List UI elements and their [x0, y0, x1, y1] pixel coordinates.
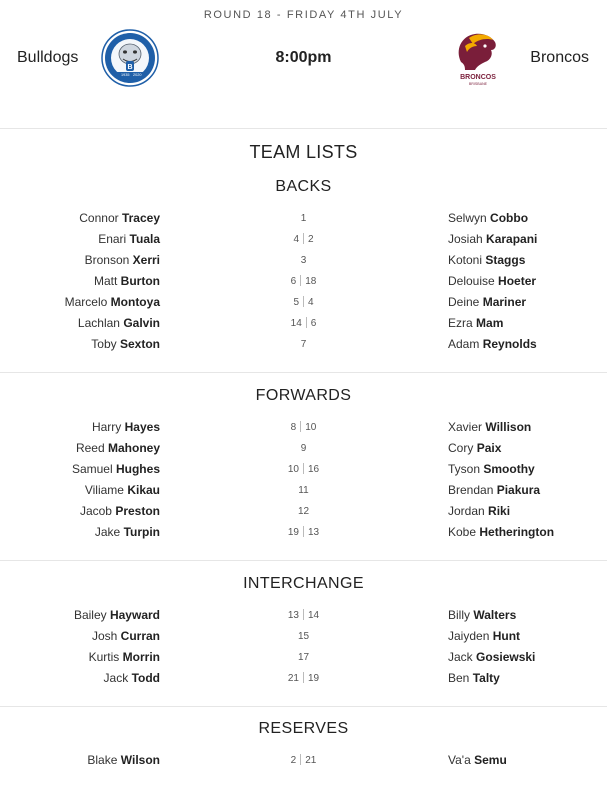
player-row	[0, 501, 607, 522]
home-player-first-name: Jack	[103, 671, 129, 685]
home-player-last-name: Kikau	[127, 483, 160, 497]
player-row	[0, 750, 607, 771]
away-player-first-name: Brendan	[448, 483, 494, 497]
away-player-first-name: Kobe	[448, 525, 477, 539]
svg-text:1935: 1935	[121, 73, 130, 77]
home-player-first-name: Bronson	[84, 253, 130, 267]
player-row	[0, 522, 607, 543]
away-player-last-name: Reynolds	[482, 337, 537, 351]
away-player-first-name: Delouise	[448, 274, 495, 288]
away-player-first-name: Adam	[448, 337, 480, 351]
away-player-last-name: Gosiewski	[476, 650, 536, 664]
away-jersey-number: 6	[310, 318, 317, 329]
away-player-last-name: Staggs	[485, 253, 526, 267]
away-player[interactable]	[448, 292, 526, 313]
home-jersey-number: 1	[300, 213, 307, 224]
away-player-last-name: Mam	[476, 316, 504, 330]
home-jersey-number: 8	[290, 422, 297, 433]
away-player-first-name: Ezra	[448, 316, 473, 330]
jersey-numbers	[0, 438, 607, 459]
home-player-last-name: Curran	[120, 629, 160, 643]
player-row	[0, 271, 607, 292]
away-player[interactable]	[448, 647, 535, 668]
away-player-first-name: Jaiyden	[448, 629, 490, 643]
away-player-last-name: Willison	[485, 420, 532, 434]
home-jersey-number: 10	[287, 464, 299, 475]
away-player[interactable]	[448, 668, 500, 689]
player-row	[0, 334, 607, 355]
player-row	[0, 313, 607, 334]
away-player[interactable]	[448, 334, 537, 355]
away-player-first-name: Josiah	[448, 232, 483, 246]
home-jersey-number: 19	[287, 527, 299, 538]
home-player-last-name: Morrin	[122, 650, 160, 664]
home-player-first-name: Jake	[94, 525, 121, 539]
home-player-last-name: Hayes	[124, 420, 160, 434]
home-player-last-name: Tuala	[129, 232, 160, 246]
section-divider	[0, 560, 607, 561]
player-row	[0, 668, 607, 689]
jersey-numbers	[0, 313, 607, 334]
jersey-numbers	[0, 668, 607, 689]
away-player[interactable]	[448, 605, 516, 626]
svg-text:2020: 2020	[133, 73, 142, 77]
away-player-last-name: Piakura	[496, 483, 541, 497]
number-separator	[303, 609, 304, 620]
player-row	[0, 417, 607, 438]
number-separator	[303, 296, 304, 307]
number-separator	[303, 672, 304, 683]
home-jersey-number: 2	[290, 755, 297, 766]
home-player-first-name: Jacob	[79, 504, 112, 518]
player-row	[0, 229, 607, 250]
away-player[interactable]	[448, 459, 535, 480]
away-player-first-name: Ben	[448, 671, 470, 685]
section-divider	[0, 372, 607, 373]
number-separator	[303, 233, 304, 244]
away-jersey-number: 13	[308, 527, 320, 538]
away-player[interactable]	[448, 417, 531, 438]
broncos-logo[interactable]	[447, 28, 509, 90]
home-player-last-name: Hayward	[109, 608, 160, 622]
home-player-last-name: Tracey	[121, 211, 160, 225]
jersey-numbers	[0, 750, 607, 771]
player-row	[0, 459, 607, 480]
number-separator	[303, 463, 304, 474]
away-player-first-name: Selwyn	[448, 211, 487, 225]
section-title-forwards: FORWARDS	[255, 387, 352, 404]
home-player-first-name: Enari	[98, 232, 127, 246]
away-jersey-number: 2	[308, 234, 314, 245]
home-player-first-name: Toby	[91, 337, 117, 351]
number-separator	[303, 526, 304, 537]
away-jersey-number: 14	[308, 610, 320, 621]
home-jersey-number: 11	[298, 485, 309, 496]
away-jersey-number: 18	[305, 276, 317, 287]
away-player-first-name: Jack	[448, 650, 473, 664]
away-player[interactable]	[448, 480, 540, 501]
away-player[interactable]	[448, 750, 507, 771]
away-player[interactable]	[448, 250, 525, 271]
home-jersey-number: 7	[300, 339, 307, 350]
away-player-first-name: Va'a	[448, 753, 471, 767]
home-player-first-name: Matt	[93, 274, 118, 288]
away-player[interactable]	[448, 208, 528, 229]
home-player-first-name: Connor	[79, 211, 119, 225]
away-player-first-name: Kotoni	[448, 253, 483, 267]
home-player-last-name: Burton	[120, 274, 160, 288]
home-jersey-number: 5	[293, 297, 299, 308]
away-player[interactable]	[448, 313, 503, 334]
number-separator	[300, 275, 301, 286]
home-jersey-number: 12	[297, 506, 310, 517]
home-player-last-name: Montoya	[110, 295, 160, 309]
number-separator	[300, 754, 301, 765]
away-player-last-name: Cobbo	[490, 211, 529, 225]
player-row	[0, 292, 607, 313]
home-jersey-number: 4	[293, 234, 299, 245]
away-team-name[interactable]: Broncos	[530, 49, 589, 66]
home-player-last-name: Turpin	[123, 525, 160, 539]
home-jersey-number: 13	[287, 610, 299, 621]
number-separator	[300, 421, 301, 432]
away-player[interactable]	[448, 271, 536, 292]
section-divider	[0, 706, 607, 707]
away-player-last-name: Riki	[488, 504, 511, 518]
player-row	[0, 208, 607, 229]
away-player-last-name: Walters	[473, 608, 517, 622]
player-row	[0, 605, 607, 626]
home-player-first-name: Bailey	[73, 608, 107, 622]
home-player-last-name: Todd	[131, 671, 160, 685]
away-player[interactable]	[448, 501, 510, 522]
section-title-reserves: RESERVES	[258, 720, 349, 737]
away-jersey-number: 21	[305, 755, 317, 766]
kickoff-time: 8:00pm	[275, 49, 332, 66]
broncos-logo-text: BRONCOS	[460, 74, 496, 81]
section-title-interchange: INTERCHANGE	[243, 575, 364, 592]
away-player-first-name: Xavier	[448, 420, 483, 434]
section-title-backs: BACKS	[275, 178, 332, 195]
away-player-first-name: Cory	[448, 441, 474, 455]
player-row	[0, 438, 607, 459]
home-jersey-number: 9	[300, 443, 307, 454]
home-jersey-number: 6	[290, 276, 297, 287]
away-player[interactable]	[448, 438, 501, 459]
player-row	[0, 250, 607, 271]
away-jersey-number: 4	[308, 297, 314, 308]
home-player-first-name: Lachlan	[77, 316, 120, 330]
away-jersey-number: 19	[308, 673, 320, 684]
round-label: ROUND 18 - FRIDAY 4TH JULY	[203, 9, 404, 21]
broncos-logo-subtext: BRISBANE	[468, 82, 488, 86]
away-player[interactable]	[448, 229, 537, 250]
home-player-first-name: Josh	[91, 629, 118, 643]
away-player-last-name: Hetherington	[479, 525, 555, 539]
home-player-first-name: Kurtis	[88, 650, 120, 664]
home-player-first-name: Reed	[75, 441, 105, 455]
home-jersey-number: 3	[300, 255, 307, 266]
home-player-last-name: Xerri	[132, 253, 160, 267]
number-separator	[306, 317, 307, 328]
home-jersey-number: 15	[297, 631, 310, 642]
match-header	[0, 0, 607, 129]
player-row	[0, 626, 607, 647]
home-player-last-name: Preston	[115, 504, 160, 518]
away-player-first-name: Tyson	[448, 462, 481, 476]
jersey-numbers	[0, 501, 607, 522]
home-jersey-number: 21	[287, 673, 299, 684]
bulldogs-logo-letter: B	[127, 64, 133, 71]
home-player-last-name: Wilson	[120, 753, 160, 767]
home-player-first-name: Marcelo	[64, 295, 108, 309]
home-player-last-name: Mahoney	[107, 441, 160, 455]
away-player-last-name: Karapani	[486, 232, 538, 246]
away-player-last-name: Hunt	[492, 629, 521, 643]
away-player-first-name: Deine	[448, 295, 480, 309]
home-player-last-name: Hughes	[115, 462, 160, 476]
home-player-first-name: Harry	[91, 420, 122, 434]
player-row	[0, 480, 607, 501]
home-jersey-number: 14	[290, 318, 302, 329]
team-lists-title: TEAM LISTS	[249, 142, 358, 162]
player-row	[0, 647, 607, 668]
home-player-first-name: Viliame	[84, 483, 124, 497]
away-player-last-name: Paix	[476, 441, 502, 455]
away-jersey-number: 10	[305, 422, 317, 433]
away-player-first-name: Jordan	[448, 504, 485, 518]
away-jersey-number: 16	[308, 464, 320, 475]
away-player-last-name: Mariner	[482, 295, 527, 309]
away-player-first-name: Billy	[448, 608, 471, 622]
away-player[interactable]	[448, 626, 520, 647]
home-player-last-name: Sexton	[119, 337, 160, 351]
away-player-last-name: Talty	[472, 671, 500, 685]
home-player-first-name: Blake	[87, 753, 118, 767]
home-jersey-number: 17	[297, 652, 310, 663]
home-team-name[interactable]: Bulldogs	[17, 49, 79, 66]
away-player-last-name: Hoeter	[498, 274, 537, 288]
away-player[interactable]	[448, 522, 554, 543]
home-player-first-name: Samuel	[71, 462, 113, 476]
away-player-last-name: Semu	[474, 753, 507, 767]
away-player-last-name: Smoothy	[483, 462, 535, 476]
home-player-last-name: Galvin	[123, 316, 160, 330]
